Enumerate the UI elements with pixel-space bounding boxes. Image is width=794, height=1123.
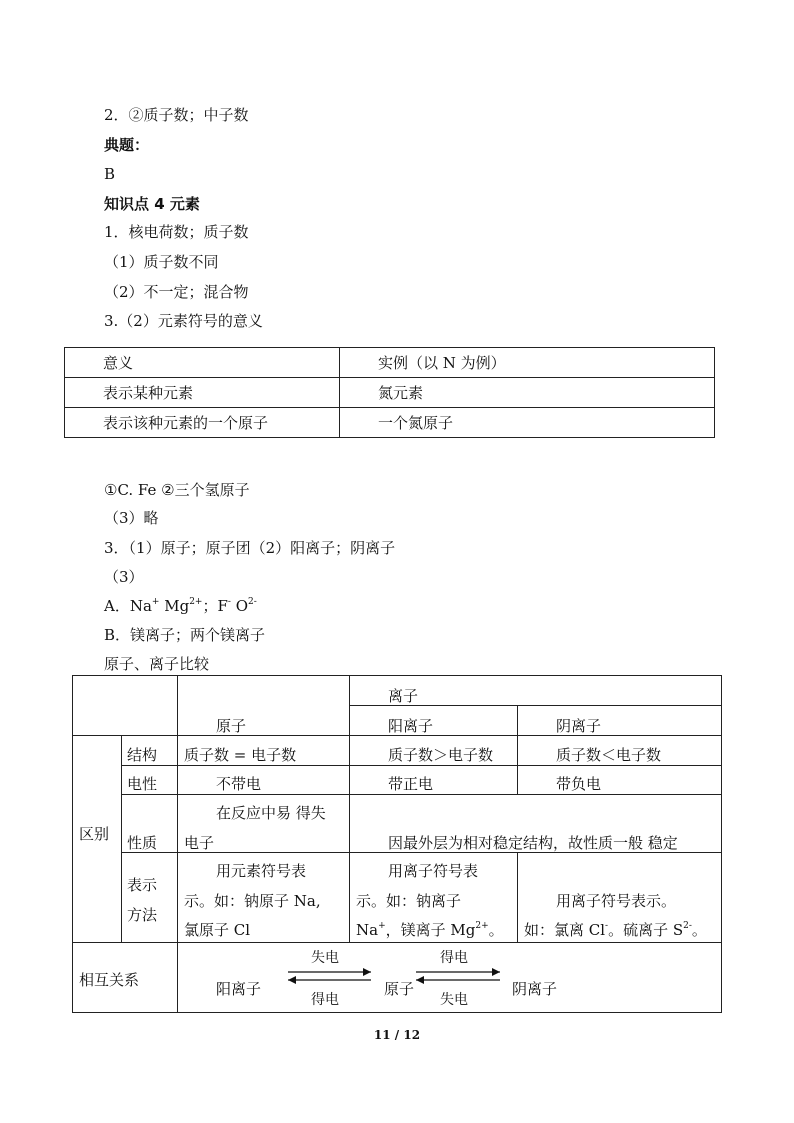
table-cell-text: 因最外层为相对稳定结构，故性质一般 稳定 [388, 834, 678, 852]
row-label: 方法 [127, 906, 158, 924]
text-span: 。 [488, 921, 504, 939]
table-row [65, 408, 715, 438]
arrow-head [416, 976, 424, 984]
table-cell-text: 用离子符号表 [388, 862, 479, 880]
relation-diagram-cell [178, 943, 722, 1013]
atom-header: 原子 [216, 717, 247, 735]
table-cell-text [356, 920, 504, 940]
table-cell [178, 795, 350, 853]
table-cell [122, 795, 178, 853]
text-line: 原子、离子比较 [104, 655, 210, 673]
table-cell [178, 766, 350, 795]
table-cell-text: 质子数 = 电子数 [184, 746, 297, 764]
table-cell-text: 电子 [184, 834, 215, 852]
text-line: 2．②质子数；中子数 [104, 106, 249, 124]
text-span: A．Na [104, 597, 152, 615]
table-row [73, 736, 722, 766]
table-cell: 氮元素 [340, 378, 715, 408]
table-cell [178, 853, 350, 943]
table-cell-text: 用离子符号表示。 [556, 892, 677, 910]
gain-electron-label: 得电 [440, 950, 468, 966]
table-cell-text: 不带电 [216, 775, 262, 793]
table-row [73, 853, 722, 943]
table-cell-text: 带正电 [388, 775, 434, 793]
ion-header: 离子 [388, 687, 419, 705]
lose-electron-label: 失电 [311, 950, 339, 966]
arrow-head [288, 976, 296, 984]
superscript: - [227, 597, 231, 607]
table-cell-text: 质子数＜电子数 [556, 746, 662, 764]
text-line: 1．核电荷数；质子数 [104, 223, 249, 241]
table-cell [122, 853, 178, 943]
text-span: Mg [159, 597, 190, 615]
text-line: B．镁离子；两个镁离子 [104, 626, 266, 644]
table-cell-text: 质子数＞电子数 [388, 746, 494, 764]
superscript: + [378, 921, 386, 931]
relation-atom: 原子 [384, 980, 415, 998]
table-row [73, 795, 722, 853]
text-span: O [230, 597, 249, 615]
page-number: 11 / 12 [373, 1028, 421, 1042]
relation-anion: 阴离子 [512, 980, 558, 998]
table-cell-text: 用元素符号表 [216, 862, 307, 880]
relation-cation: 阳离子 [216, 980, 262, 998]
table-row [73, 766, 722, 795]
anion-header: 阴离子 [556, 717, 602, 735]
superscript: + [151, 597, 160, 607]
table-cell: 表示某种元素 [65, 378, 340, 408]
ion-symbols-line [104, 596, 257, 616]
table-cell [350, 795, 722, 853]
text-line: （3） [104, 568, 144, 586]
table-cell-text: 氯原子 Cl [184, 921, 251, 939]
table-cell [350, 853, 518, 943]
text-line: （1）质子数不同 [104, 253, 219, 271]
table-cell [350, 736, 518, 766]
text-line: ①C. Fe ②三个氢原子 [104, 481, 250, 499]
superscript: 2- [248, 597, 257, 607]
table-cell [518, 766, 722, 795]
text-line: （3）略 [104, 509, 159, 527]
section-label: 典题： [104, 136, 150, 154]
table-cell [178, 676, 350, 736]
table-row [73, 943, 722, 1013]
table-cell [518, 736, 722, 766]
table-cell-text: 带负电 [556, 775, 602, 793]
text-line: 3.（2）元素符号的意义 [104, 312, 263, 330]
superscript: 2+ [189, 597, 203, 607]
arrow-head [363, 968, 371, 976]
superscript: 2+ [475, 921, 489, 931]
text-span: 。 [691, 921, 707, 939]
table-row [65, 378, 715, 408]
row-label: 电性 [127, 775, 158, 793]
superscript: 2- [683, 921, 692, 931]
table-cell [518, 706, 722, 736]
table-cell [73, 943, 178, 1013]
difference-label: 区别 [79, 825, 110, 843]
cation-header: 阳离子 [388, 717, 434, 735]
table-row [65, 348, 715, 378]
row-label: 性质 [127, 834, 158, 852]
gain-electron-label: 得电 [311, 992, 339, 1008]
section-heading: 知识点 4 元素 [104, 195, 200, 213]
lose-electron-label: 失电 [440, 992, 468, 1008]
table-cell: 一个氮原子 [340, 408, 715, 438]
table-cell [73, 676, 178, 736]
element-symbol-table [64, 347, 715, 438]
text-line: 3．（1）原子；原子团（2）阳离子；阴离子 [104, 539, 396, 557]
table-cell [518, 853, 722, 943]
table-cell [178, 736, 350, 766]
table-cell [350, 706, 518, 736]
text-span: 。硫离子 S [608, 921, 684, 939]
table-header-cell: 实例（以 N 为例） [340, 348, 715, 378]
table-cell-text: 在反应中易 得失 [216, 804, 326, 822]
arrow-head [492, 968, 500, 976]
text-span: Na [356, 921, 379, 939]
text-line: （2）不一定；混合物 [104, 283, 249, 301]
text-line: B [104, 165, 116, 183]
table-header-cell: 意义 [65, 348, 340, 378]
table-cell [122, 736, 178, 766]
text-span: 如：氯离 Cl [524, 921, 606, 939]
table-row [73, 676, 722, 706]
text-span: ；F [202, 597, 228, 615]
row-label: 结构 [127, 746, 158, 764]
superscript: - [605, 921, 609, 931]
atom-ion-comparison-table [72, 675, 722, 1013]
table-cell [122, 766, 178, 795]
table-cell [350, 676, 722, 706]
table-cell [350, 766, 518, 795]
row-label: 表示 [127, 876, 158, 894]
table-cell-text: 示。如：钠离子 [356, 892, 462, 910]
table-cell-text: 示。如：钠原子 Na, [184, 892, 321, 910]
row-label: 相互关系 [79, 971, 140, 989]
text-span: ，镁离子 Mg [385, 921, 476, 939]
table-cell: 表示该种元素的一个原子 [65, 408, 340, 438]
relation-arrows [178, 943, 658, 1013]
table-cell-text [524, 920, 707, 940]
table-cell [73, 736, 122, 943]
